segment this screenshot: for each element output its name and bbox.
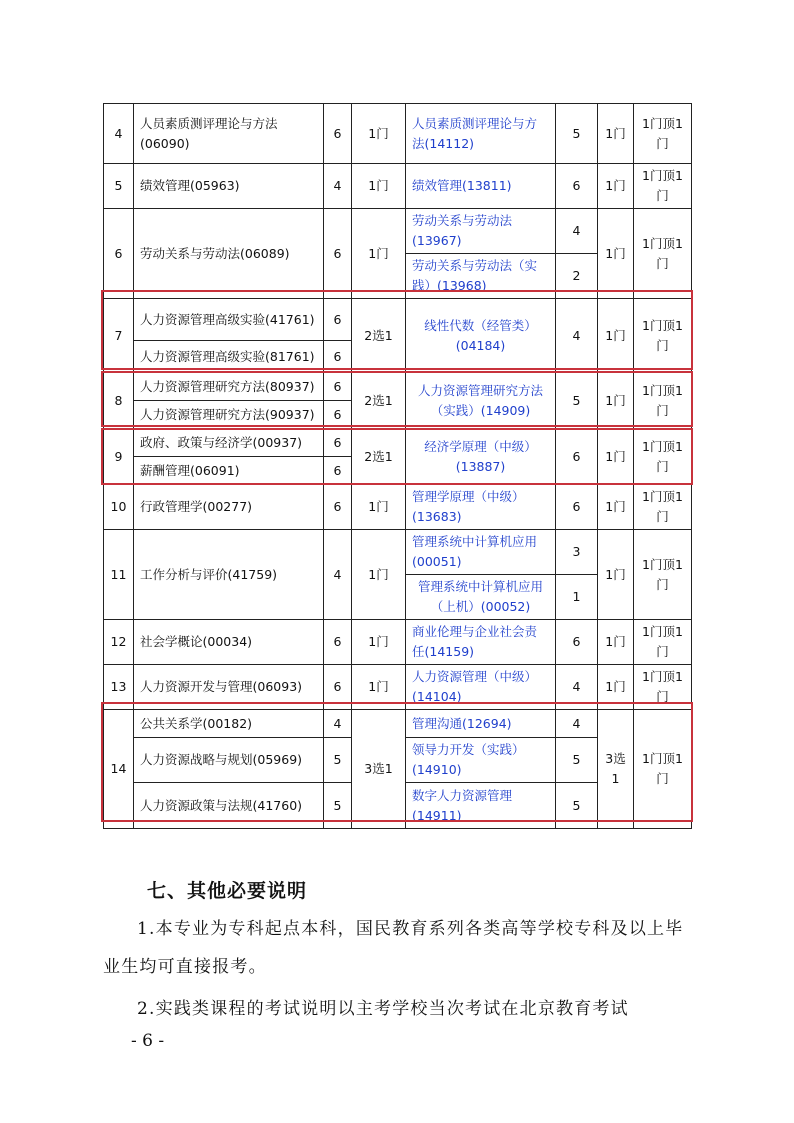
- substitution-rule: 1门顶1门: [634, 299, 692, 373]
- table-row: [104, 429, 692, 457]
- choice-rule: 1门: [352, 665, 406, 710]
- row-number: 12: [104, 620, 134, 665]
- table-row: [104, 530, 692, 575]
- original-credit: 6: [324, 457, 352, 485]
- replacement-credit: 4: [556, 665, 598, 710]
- row-number: 10: [104, 485, 134, 530]
- replacement-credit: 4: [556, 710, 598, 738]
- replacement-credit: 6: [556, 485, 598, 530]
- table-row: [104, 209, 692, 254]
- min-courses: 1门: [598, 665, 634, 710]
- original-course: 人力资源政策与法规(41760): [134, 783, 324, 829]
- replacement-course: 管理学原理（中级）(13683): [406, 485, 556, 530]
- replacement-credit: 5: [556, 104, 598, 164]
- replacement-course: 人员素质测评理论与方法(14112): [406, 104, 556, 164]
- paragraph-1: 1.本专业为专科起点本科，国民教育系列各类高等学校专科及以上毕业生均可直接报考。: [103, 919, 684, 977]
- replacement-credit: 6: [556, 429, 598, 485]
- replacement-course: 经济学原理（中级）(13887): [406, 429, 556, 485]
- original-course: 人力资源管理高级实验(41761): [134, 299, 324, 341]
- course-replacement-table: [103, 103, 692, 829]
- substitution-rule: 1门顶1门: [634, 620, 692, 665]
- row-number: 11: [104, 530, 134, 620]
- original-course: 薪酬管理(06091): [134, 457, 324, 485]
- original-course: 社会学概论(00034): [134, 620, 324, 665]
- original-course: 人力资源战略与规划(05969): [134, 738, 324, 783]
- original-credit: 6: [324, 104, 352, 164]
- replacement-credit: 6: [556, 164, 598, 209]
- substitution-rule: 1门顶1门: [634, 104, 692, 164]
- replacement-credit: 5: [556, 738, 598, 783]
- replacement-credit: 4: [556, 209, 598, 254]
- original-credit: 4: [324, 164, 352, 209]
- min-courses: 1门: [598, 209, 634, 299]
- min-courses: 1门: [598, 530, 634, 620]
- row-number: 5: [104, 164, 134, 209]
- replacement-course: 人力资源管理研究方法（实践）(14909): [406, 373, 556, 429]
- choice-rule: 2选1: [352, 429, 406, 485]
- choice-rule: 1门: [352, 485, 406, 530]
- original-credit: 4: [324, 530, 352, 620]
- original-credit: 4: [324, 710, 352, 738]
- substitution-rule: 1门顶1门: [634, 373, 692, 429]
- choice-rule: 1门: [352, 104, 406, 164]
- original-course: 人力资源管理高级实验(81761): [134, 341, 324, 373]
- original-credit: 6: [324, 665, 352, 710]
- original-credit: 6: [324, 620, 352, 665]
- replacement-credit: 2: [556, 254, 598, 299]
- replacement-course: 劳动关系与劳动法（实践）(13968): [406, 254, 556, 299]
- substitution-rule: 1门顶1门: [634, 429, 692, 485]
- original-course: 人力资源管理研究方法(90937): [134, 401, 324, 429]
- table-row: [104, 620, 692, 665]
- replacement-credit: 5: [556, 783, 598, 829]
- min-courses: 3选1: [598, 710, 634, 829]
- replacement-credit: 5: [556, 373, 598, 429]
- page-number: - 6 -: [131, 1031, 165, 1051]
- original-credit: 6: [324, 341, 352, 373]
- original-credit: 6: [324, 429, 352, 457]
- original-credit: 5: [324, 738, 352, 783]
- choice-rule: 1门: [352, 164, 406, 209]
- row-number: 8: [104, 373, 134, 429]
- min-courses: 1门: [598, 485, 634, 530]
- substitution-rule: 1门顶1门: [634, 209, 692, 299]
- choice-rule: 2选1: [352, 373, 406, 429]
- original-credit: 5: [324, 783, 352, 829]
- replacement-course: 商业伦理与企业社会责任(14159): [406, 620, 556, 665]
- replacement-course: 数字人力资源管理(14911): [406, 783, 556, 829]
- row-number: 6: [104, 209, 134, 299]
- original-credit: 6: [324, 209, 352, 299]
- choice-rule: 3选1: [352, 710, 406, 829]
- original-course: 公共关系学(00182): [134, 710, 324, 738]
- section-title: 七、其他必要说明: [147, 880, 308, 902]
- original-course: 政府、政策与经济学(00937): [134, 429, 324, 457]
- row-number: 13: [104, 665, 134, 710]
- row-number: 4: [104, 104, 134, 164]
- min-courses: 1门: [598, 104, 634, 164]
- choice-rule: 1门: [352, 530, 406, 620]
- min-courses: 1门: [598, 620, 634, 665]
- choice-rule: 1门: [352, 209, 406, 299]
- row-number: 7: [104, 299, 134, 373]
- substitution-rule: 1门顶1门: [634, 164, 692, 209]
- original-credit: 6: [324, 401, 352, 429]
- replacement-course: 绩效管理(13811): [406, 164, 556, 209]
- replacement-course: 管理系统中计算机应用(00051): [406, 530, 556, 575]
- replacement-course: 劳动关系与劳动法(13967): [406, 209, 556, 254]
- replacement-credit: 4: [556, 299, 598, 373]
- replacement-course: 人力资源管理（中级）(14104): [406, 665, 556, 710]
- substitution-rule: 1门顶1门: [634, 530, 692, 620]
- replacement-course: 管理系统中计算机应用（上机）(00052): [406, 575, 556, 620]
- substitution-rule: 1门顶1门: [634, 665, 692, 710]
- min-courses: 1门: [598, 164, 634, 209]
- substitution-rule: 1门顶1门: [634, 710, 692, 829]
- original-course: 人力资源开发与管理(06093): [134, 665, 324, 710]
- original-credit: 6: [324, 485, 352, 530]
- original-course: 人力资源管理研究方法(80937): [134, 373, 324, 401]
- table-row: [104, 485, 692, 530]
- table-row: [104, 665, 692, 710]
- row-number: 9: [104, 429, 134, 485]
- replacement-credit: 3: [556, 530, 598, 575]
- substitution-rule: 1门顶1门: [634, 485, 692, 530]
- row-number: 14: [104, 710, 134, 829]
- original-course: 行政管理学(00277): [134, 485, 324, 530]
- replacement-course: 线性代数（经管类）(04184): [406, 299, 556, 373]
- table-row: [104, 710, 692, 738]
- replacement-course: 管理沟通(12694): [406, 710, 556, 738]
- min-courses: 1门: [598, 299, 634, 373]
- paragraph-2: 2.实践类课程的考试说明以主考学校当次考试在北京教育考试: [137, 999, 629, 1019]
- table-row: [104, 299, 692, 341]
- table-row: [104, 104, 692, 164]
- replacement-credit: 6: [556, 620, 598, 665]
- min-courses: 1门: [598, 429, 634, 485]
- original-credit: 6: [324, 299, 352, 341]
- table-row: [104, 164, 692, 209]
- replacement-credit: 1: [556, 575, 598, 620]
- original-credit: 6: [324, 373, 352, 401]
- original-course: 劳动关系与劳动法(06089): [134, 209, 324, 299]
- choice-rule: 1门: [352, 620, 406, 665]
- choice-rule: 2选1: [352, 299, 406, 373]
- table-row: [104, 373, 692, 401]
- min-courses: 1门: [598, 373, 634, 429]
- replacement-course: 领导力开发（实践）(14910): [406, 738, 556, 783]
- original-course: 人员素质测评理论与方法(06090): [134, 104, 324, 164]
- original-course: 工作分析与评价(41759): [134, 530, 324, 620]
- original-course: 绩效管理(05963): [134, 164, 324, 209]
